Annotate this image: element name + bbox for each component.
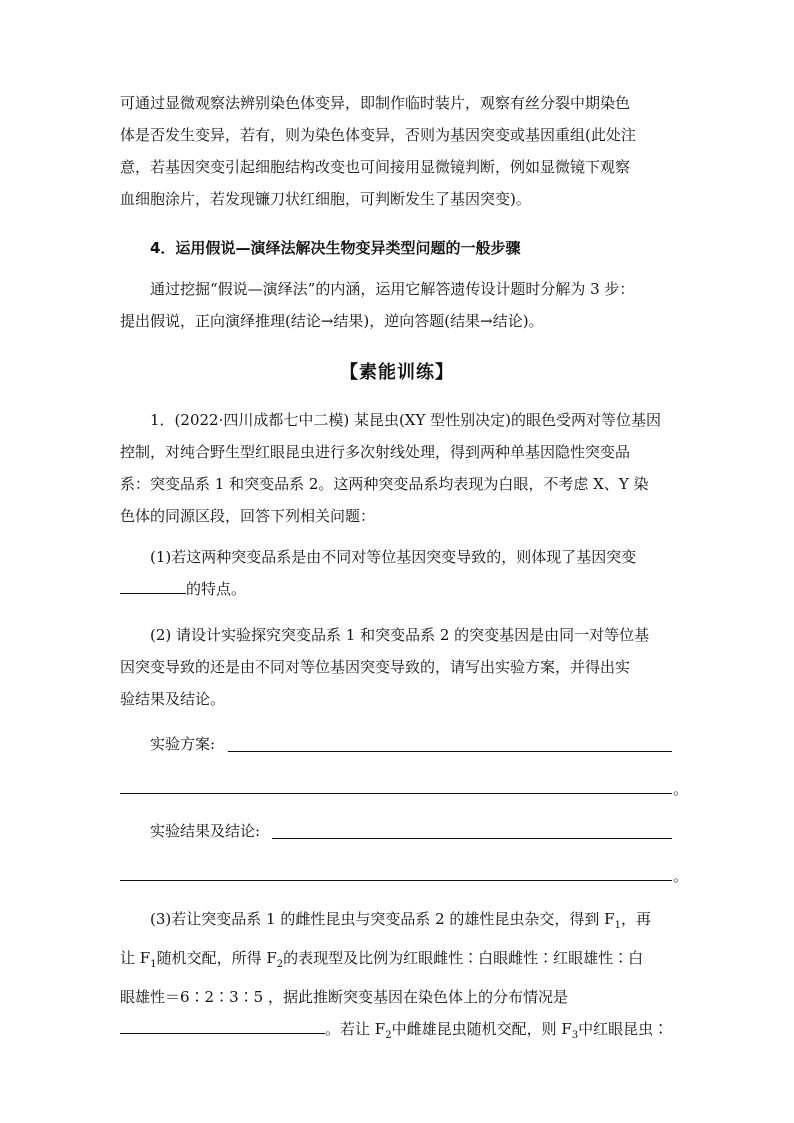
part3-text: 的表现型及比例为红眼雌性∶白眼雌性∶红眼雄性∶白 [283, 949, 644, 967]
part1-line: (1)若这两种突变品系是由不同对等位基因突变导致的，则体现了基因突变 [150, 548, 637, 566]
subscript: 1 [150, 959, 157, 970]
question1-line: 控制，对纯合野生型红眼昆虫进行多次射线处理，得到两种单基因隐性突变品 [120, 443, 631, 461]
subscript: 2 [385, 1030, 392, 1041]
subscript: 1 [614, 920, 621, 931]
intro-line: 可通过显微观察法辨别染色体变异，即制作临时装片，观察有丝分裂中期染色 [120, 94, 631, 112]
plan-answer-line-2[interactable] [120, 793, 672, 794]
result-row [120, 820, 680, 844]
result-answer-line-2[interactable] [120, 880, 672, 881]
question1-part3 [120, 903, 680, 1052]
section4-line: 通过挖掘“假说—演绎法”的内涵，运用它解答遗传设计题时分解为 3 步： [150, 280, 635, 298]
section4-heading: 4．运用假说—演绎法解决生物变异类型问题的一般步骤 [150, 239, 521, 257]
part3-text: 让 F [120, 949, 151, 967]
question1-line: 1．(2022·四川成都七中二模) 某昆虫(XY 型性别决定)的眼色受两对等位基因 [150, 411, 662, 429]
result-label: 实验结果及结论: [150, 822, 261, 840]
question1-stem [120, 404, 680, 532]
part3-text: 随机交配，所得 F [156, 949, 277, 967]
intro-line: 血细胞涂片，若发现镰刀状红细胞，可判断发生了基因突变)。 [120, 190, 531, 208]
part2-line: 因突变导致的还是由不同对等位基因突变导致的，请写出实验方案，并得出实 [120, 658, 631, 676]
part3-line2 [120, 942, 680, 981]
question1-line: 色体的同源区段，回答下列相关问题： [120, 507, 376, 525]
section4-line: 提出假说，正向演绎推理(结论→结果)，逆向答题(结果→结论)。 [120, 312, 544, 330]
section4-paragraph [120, 273, 680, 337]
answer-blank[interactable] [120, 1019, 325, 1034]
part3-line1 [120, 903, 680, 942]
question1-line: 系：突变品系 1 和突变品系 2。这两种突变品系均表现为白眼，不考虑 X、Y 染 [120, 475, 649, 493]
result-answer-line-1[interactable] [272, 838, 672, 839]
question1-part1 [120, 541, 680, 605]
part3-text: 中红眼昆虫∶ [578, 1020, 669, 1038]
plan-label: 实验方案: [150, 735, 216, 753]
part3-line4 [120, 1013, 680, 1052]
intro-line: 意，若基因突变引起细胞结构改变也可间接用显微镜判断，例如显微镜下观察 [120, 158, 631, 176]
part1-line2 [120, 573, 680, 605]
part3-line3: 眼雄性＝6∶2∶3∶5 ，据此推断突变基因在染色体上的分布情况是 [120, 988, 568, 1006]
result-end-mark: 。 [673, 867, 689, 885]
answer-blank[interactable] [120, 579, 186, 594]
part3-text: 。若让 F [325, 1020, 386, 1038]
question1-part2 [120, 619, 680, 715]
intro-paragraph [120, 87, 680, 215]
plan-end-mark: 。 [673, 780, 689, 798]
intro-line: 体是否发生变异，若有，则为染色体变异，否则为基因突变或基因重组(此处注 [120, 126, 636, 144]
subscript: 2 [276, 959, 284, 970]
plan-answer-line-1[interactable] [228, 751, 672, 752]
section-heading [120, 232, 680, 264]
part2-line: 验结果及结论。 [120, 690, 226, 708]
part3-text: ，再 [620, 910, 651, 928]
training-title: 【素能训练】 [340, 362, 454, 383]
part2-line: (2) 请设计实验探究突变品系 1 和突变品系 2 的突变基因是由同一对等位基 [150, 626, 650, 644]
part3-text: 中雌雄昆虫随机交配，则 F [391, 1020, 572, 1038]
part3-text: (3)若让突变品系 1 的雌性昆虫与突变品系 2 的雄性昆虫杂交，得到 F [150, 910, 615, 928]
part1-suffix: 的特点。 [186, 580, 247, 598]
plan-row [120, 733, 680, 757]
subscript: 3 [571, 1030, 579, 1041]
